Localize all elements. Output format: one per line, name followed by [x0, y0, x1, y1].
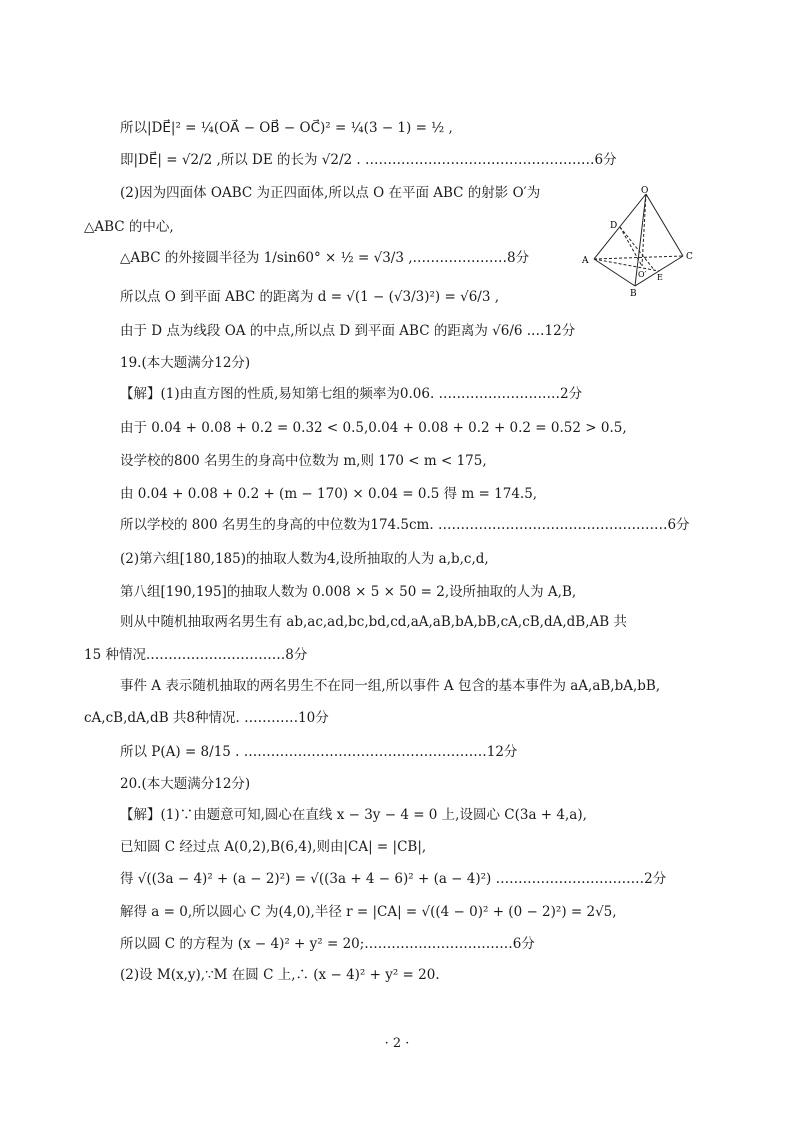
text-line: 第八组[190,195]的抽取人数为 0.008 × 5 × 50 = 2,设所抽取的人为 A,B, — [120, 584, 577, 600]
text-line: 所以学校的 800 名男生的身高的中位数为174.5cm. ……………………………………………6分 — [120, 517, 690, 533]
text-line: 事件 A 表示随机抽取的两名男生不在同一组,所以事件 A 包含的基本事件为 aA,aB,bA,bB, — [120, 678, 661, 694]
text-line: 所以 P(A) = 8/15 . ………………………………………………12分 — [120, 744, 518, 760]
text-line: cA,cB,dA,dB 共8种情况. …………10分 — [84, 710, 329, 726]
segment-DOprime — [620, 227, 642, 266]
text-line: (2)因为四面体 OABC 为正四面体,所以点 O 在平面 ABC 的射影 O′为 — [120, 185, 541, 201]
label-Oprime: O′ — [638, 270, 647, 279]
text-line: 所以|DE⃗|² = ¼(OA⃗ − OB⃗ − OC⃗)² = ¼(3 − 1) = ½ , — [120, 120, 453, 136]
text-line: 所以点 O 到平面 ABC 的距离为 d = √(1 − (√3/3)²) = √6/3 , — [120, 289, 500, 305]
section-heading: 19.(本大题满分12分) — [120, 355, 251, 371]
tetrahedron-figure — [580, 186, 700, 298]
text-line: 则从中随机抽取两名男生有 ab,ac,ad,bc,bd,cd,aA,aB,bA,bB,cA,cB,dA,dB,AB 共 — [120, 614, 627, 630]
text-line: 设学校的800 名男生的身高中位数为 m,则 170 < m < 175, — [120, 453, 487, 469]
label-A: A — [582, 256, 589, 266]
edge-OC — [646, 194, 683, 256]
section-heading: 20.(本大题满分12分) — [120, 776, 251, 792]
text-line: 15 种情况.…………………………8分 — [84, 647, 308, 663]
text-line: 所以圆 C 的方程为 (x − 4)² + y² = 20;……………………………6分 — [120, 936, 535, 952]
text-line: 得 √((3a − 4)² + (a − 2)²) = √((3a + 4 − 6)² + (a − 4)²) ……………………………2分 — [120, 871, 667, 887]
text-line: △ABC 的外接圆半径为 1/sin60° × ½ = √3/3 ,…………………8分 — [120, 250, 530, 266]
label-E: E — [657, 273, 663, 282]
text-line: 【解】(1)∵由题意可知,圆心在直线 x − 3y − 4 = 0 上,设圆心 C(3a + 4,a), — [120, 807, 587, 823]
page-number: · 2 · — [384, 1036, 410, 1051]
text-line: (2)第六组[180,185)的抽取人数为4,设所抽取的人为 a,b,c,d, — [120, 551, 489, 567]
text-line: 解得 a = 0,所以圆心 C 为(4,0),半径 r = |CA| = √((4 − 0)² + (0 − 2)²) = 2√5, — [120, 904, 617, 920]
label-B: B — [630, 289, 637, 298]
edge-OA — [594, 194, 646, 259]
text-line: 【解】(1)由直方图的性质,易知第七组的频率为0.06. ………………………2分 — [120, 386, 583, 402]
text-line: 由 0.04 + 0.08 + 0.2 + (m − 170) × 0.04 = 0.5 得 m = 174.5, — [120, 486, 538, 502]
text-line: 已知圆 C 经过点 A(0,2),B(6,4),则由|CA| = |CB|, — [120, 839, 427, 855]
text-line: 即|DE⃗| = √2/2 ,所以 DE 的长为 √2/2 . ……………………………………………6分 — [120, 152, 617, 168]
label-C: C — [686, 252, 693, 262]
label-D: D — [610, 221, 618, 231]
label-O: O — [641, 186, 649, 196]
text-line: 由于 D 点为线段 OA 的中点,所以点 D 到平面 ABC 的距离为 √6/6 .…12分 — [120, 323, 576, 339]
text-line: △ABC 的中心, — [84, 219, 174, 235]
text-line: (2)设 M(x,y),∵M 在圆 C 上,∴ (x − 4)² + y² = 20. — [120, 967, 440, 983]
text-line: 由于 0.04 + 0.08 + 0.2 = 0.32 < 0.5,0.04 + 0.08 + 0.2 + 0.2 = 0.52 > 0.5, — [120, 420, 627, 436]
